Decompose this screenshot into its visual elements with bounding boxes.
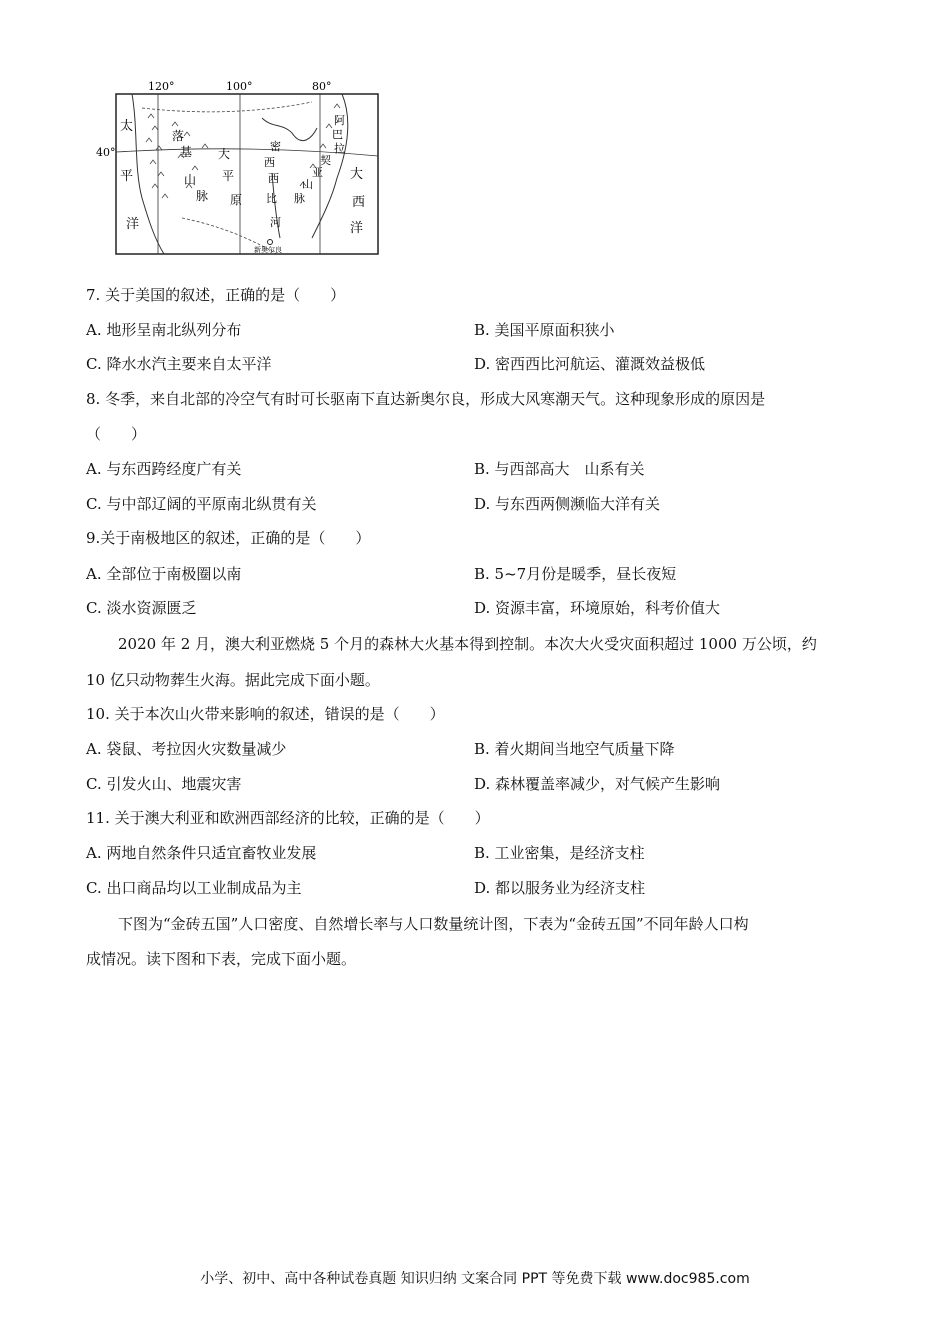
question-7-option-c: C. 降水水汽主要来自太平洋 [86, 355, 272, 373]
question-8-option-a: A. 与东西跨经度广有关 [86, 460, 242, 478]
north-america-map [96, 78, 382, 258]
fire-passage-line-1: 2020 年 2 月，澳大利亚燃烧 5 个月的森林大火基本得到控制。本次大火受灾面积超过 1000 万公顷，约 [118, 635, 817, 653]
question-7-option-b: B. 美国平原面积狭小 [474, 321, 615, 339]
question-8-option-d: D. 与东西两侧濒临大洋有关 [474, 495, 661, 513]
question-8-stem-continued: （ ） [86, 425, 147, 443]
map-label-pacific-2: 平 [120, 169, 134, 184]
lon-label-100: 100° [226, 80, 253, 93]
lat-label-40: 40° [96, 146, 116, 159]
map-label-pacific-1: 太 [120, 119, 134, 134]
question-9-option-a: A. 全部位于南极圈以南 [86, 565, 242, 583]
brics-passage-line-2: 成情况。读下图和下表，完成下面小题。 [86, 950, 357, 968]
question-9-option-b: B. 5~7月份是暖季，昼长夜短 [474, 565, 677, 583]
map-label-new-orleans: 新奥尔良 [254, 246, 282, 254]
map-label-appalachian-2: 巴 [332, 128, 343, 141]
map-label-appalachian-5: 亚 [312, 166, 323, 179]
map-label-appalachian-1: 阿 [334, 114, 345, 127]
map-label-rocky-4: 脉 [196, 189, 209, 203]
map-label-appalachian-7: 脉 [294, 192, 305, 205]
page-footer: 小学、初中、高中各种试卷真题 知识归纳 文案合同 PPT 等免费下载 www.doc985.com [200, 1271, 750, 1287]
question-10-option-a: A. 袋鼠、考拉因火灾数量减少 [86, 740, 287, 758]
question-11-option-a: A. 两地自然条件只适宜畜牧业发展 [86, 844, 317, 862]
map-label-plains-3: 原 [230, 193, 243, 207]
question-10-option-c: C. 引发火山、地震灾害 [86, 775, 242, 793]
map-label-atlantic-1: 大 [350, 167, 364, 182]
question-10-option-b: B. 着火期间当地空气质量下降 [474, 740, 675, 758]
lon-label-80: 80° [312, 80, 332, 93]
question-11-option-c: C. 出口商品均以工业制成品为主 [86, 879, 302, 897]
map-label-appalachian-6: 山 [302, 178, 313, 191]
question-8-option-c: C. 与中部辽阔的平原南北纵贯有关 [86, 495, 317, 513]
map-label-mississippi-4: 比 [266, 192, 277, 205]
map-label-rocky-3: 山 [184, 173, 197, 187]
question-11-stem: 11. 关于澳大利亚和欧洲西部经济的比较，正确的是（ ） [86, 809, 490, 827]
question-10-option-d: D. 森林覆盖率减少，对气候产生影响 [474, 775, 721, 793]
question-9-stem: 9.关于南极地区的叙述，正确的是（ ） [86, 529, 371, 547]
map-label-atlantic-3: 洋 [350, 221, 364, 236]
fire-passage-line-2: 10 亿只动物葬生火海。据此完成下面小题。 [86, 671, 380, 689]
map-label-rocky-2: 基 [180, 145, 193, 159]
map-label-pacific-3: 洋 [126, 217, 140, 232]
question-10-stem: 10. 关于本次山火带来影响的叙述，错误的是（ ） [86, 705, 445, 723]
question-8-option-b: B. 与西部高大 山系有关 [474, 460, 645, 478]
question-9-option-d: D. 资源丰富，环境原始，科考价值大 [474, 599, 721, 617]
question-7-stem: 7. 关于美国的叙述，正确的是（ ） [86, 286, 346, 304]
brics-passage-line-1: 下图为“金砖五国”人口密度、自然增长率与人口数量统计图，下表为“金砖五国”不同年龄人口构 [118, 915, 749, 933]
map-label-mississippi-5: 河 [270, 216, 281, 229]
question-9-option-c: C. 淡水资源匮乏 [86, 599, 197, 617]
map-label-atlantic-2: 西 [352, 195, 366, 210]
map-label-plains-1: 大 [218, 147, 231, 161]
question-8-stem: 8. 冬季，来自北部的冷空气有时可长驱南下直达新奥尔良，形成大风寒潮天气。这种现象形成的原因是 [86, 390, 766, 408]
question-11-option-d: D. 都以服务业为经济支柱 [474, 879, 646, 897]
map-label-plains-2: 平 [222, 169, 235, 183]
map-label-appalachian-3: 拉 [334, 142, 345, 155]
lon-label-120: 120° [148, 80, 175, 93]
map-label-mississippi-3: 西 [268, 172, 279, 185]
question-7-option-a: A. 地形呈南北纵列分布 [86, 321, 242, 339]
question-7-option-d: D. 密西西比河航运、灌溉效益极低 [474, 355, 706, 373]
map-label-mississippi-1: 密 [270, 140, 281, 153]
question-11-option-b: B. 工业密集，是经济支柱 [474, 844, 645, 862]
map-label-rocky-1: 落 [172, 129, 185, 143]
map-label-mississippi-2: 西 [264, 156, 275, 169]
map-label-appalachian-4: 契 [320, 154, 331, 167]
